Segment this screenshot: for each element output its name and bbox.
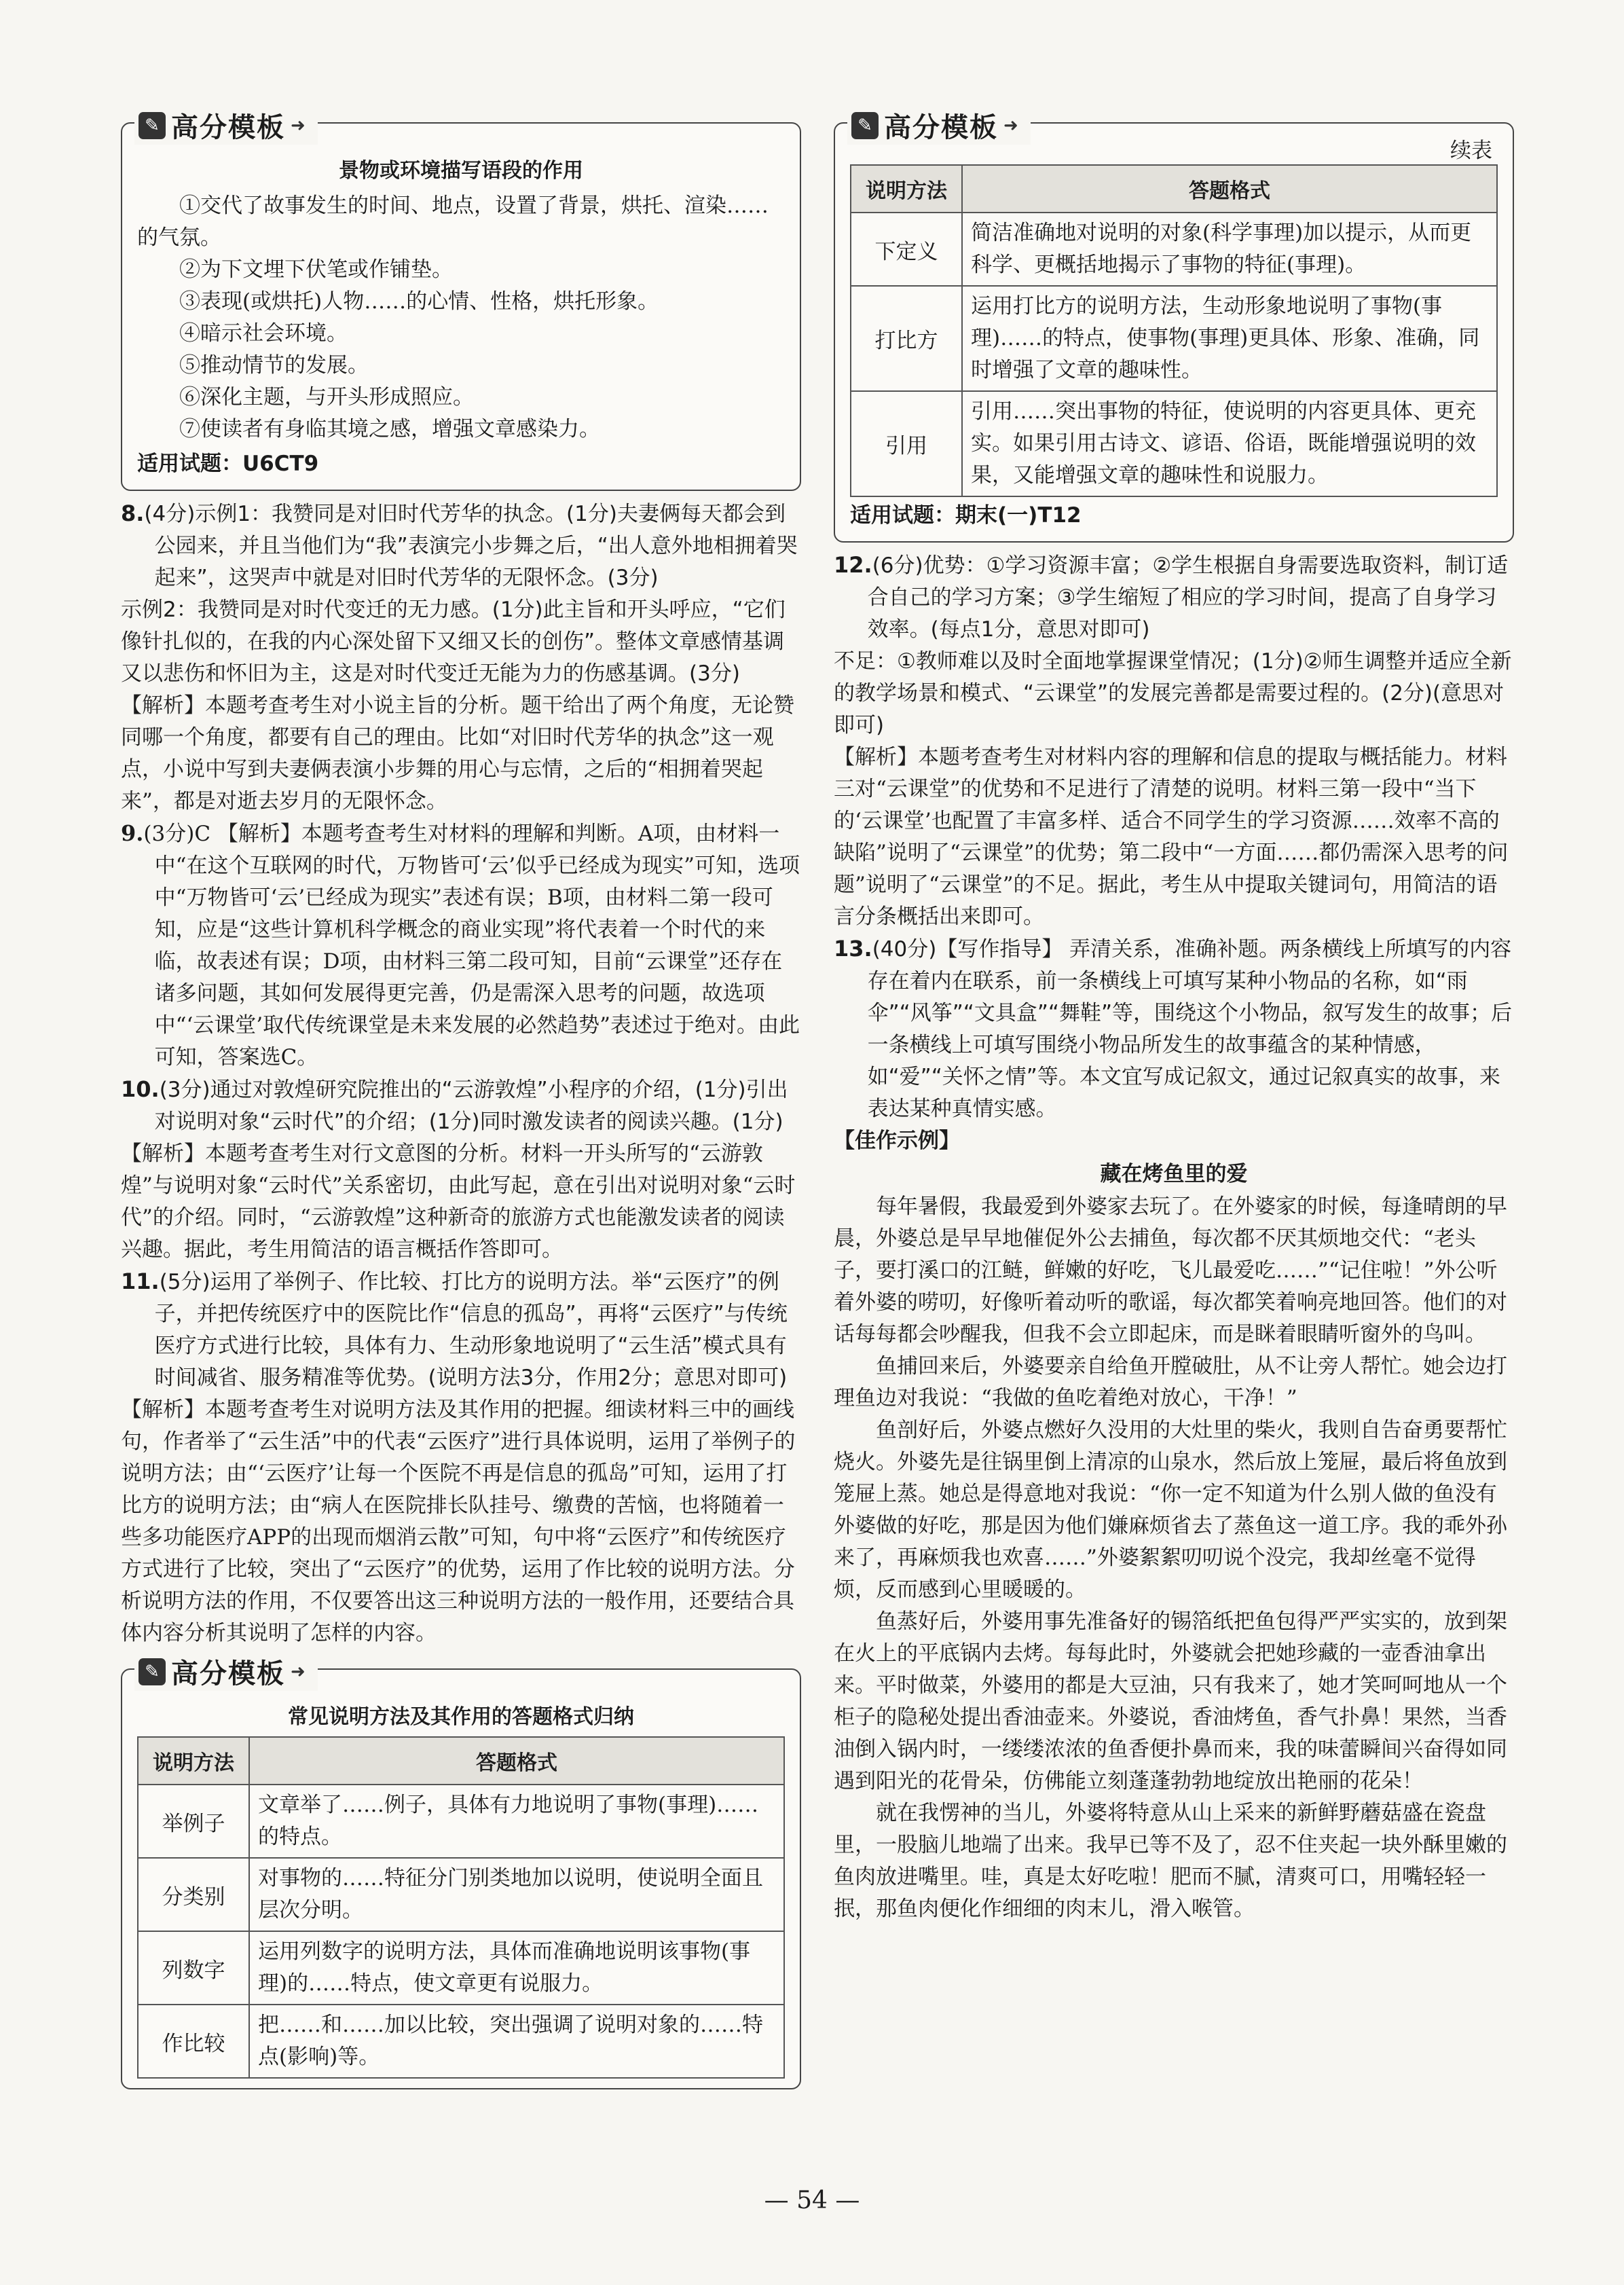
table-header-row bbox=[851, 165, 1497, 213]
format-cell: 对事物的……特征分门别类地加以说明，使说明全面且层次分明。 bbox=[249, 1858, 784, 1931]
lightbulb-icon: ✎ bbox=[851, 112, 879, 139]
format-cell: 引用……突出事物的特征，使说明的内容更具体、更充实。如果引用古诗文、谚语、俗语，既能增强说明的效果，又能增强文章的趣味性和说服力。 bbox=[962, 391, 1497, 496]
column-header: 说明方法 bbox=[851, 165, 962, 213]
method-cell: 打比方 bbox=[851, 286, 962, 391]
format-cell: 运用列数字的说明方法，具体而准确地说明该事物(事理)的……特点，使文章更有说服力。 bbox=[249, 1931, 784, 2005]
column-header: 答题格式 bbox=[962, 165, 1497, 213]
table-row bbox=[851, 391, 1497, 496]
essay-paragraph: 鱼捕回来后，外婆要亲自给鱼开膛破肚，从不让旁人帮忙。她会边打理鱼边对我说：“我做的鱼吃着绝对放心，干净！” bbox=[834, 1354, 1507, 1410]
template-badge bbox=[134, 106, 318, 145]
answer-paragraph: 9.(3分)C 【解析】本题考查考生对材料的理解和判断。A项，由材料一中“在这个互联网的时代，万物皆可‘云’似乎已经成为现实”可知，选项中“万物皆可‘云’已经成为现实”表述有误；B项，由材料二第一段可知，应是“这些计算机科学概念的商业实现”将代表着一个时代的来临，故表述有误；D项，由材料三第二段可知，目前“云课堂”还存在诸多问题，其如何发展得更完善，仍是需深入思考的问题，故选项中“‘云课堂’取代传统课堂是未来发展的必然趋势”表述过于绝对。由此可知，答案选C。 bbox=[121, 820, 800, 1070]
table-row bbox=[138, 2005, 784, 2078]
method-cell: 下定义 bbox=[851, 213, 962, 286]
analysis-paragraph: 【解析】本题考查考生对行文意图的分析。材料一开头所写的“云游敦煌”与说明对象“云时代”关系密切，由此写起，意在引出对说明对象“云时代”的介绍。同时，“云游敦煌”这种新奇的旅游方式也能激发读者的阅读兴趣。据此，考生用简洁的语言概括作答即可。 bbox=[121, 1141, 796, 1262]
question-12 bbox=[834, 549, 1514, 933]
analysis-paragraph: 【解析】本题考查考生对小说主旨的分析。题干给出了两个角度，无论赞同哪一个角度，都要有自己的理由。比如“对旧时代芳华的执念”这一观点，小说中写到夫妻俩表演小步舞的用心与忘情，之后的“相拥着哭起来”，都是对逝去岁月的无限怀念。 bbox=[121, 693, 794, 814]
badge-title: 高分模板 bbox=[171, 112, 285, 143]
question-number: 8. bbox=[121, 500, 145, 526]
question-number: 11. bbox=[121, 1268, 160, 1294]
table-header-row bbox=[138, 1737, 784, 1785]
page-number: — 54 — bbox=[764, 2187, 860, 2214]
essay-paragraph: 每年暑假，我最爱到外婆家去玩了。在外婆家的时候，每逢晴朗的早晨，外婆总是早早地催促外公去捕鱼，每次都不厌其烦地交代：“老头子，要打溪口的江鲢，鲜嫩的好吃，飞儿最爱吃……”“记住啦！”外公听着外婆的唠叨，好像听着动听的歌谣，每次都笑着响亮地回答。他们的对话每每都会吵醒我，但我不会立即起床，而是眯着眼睛听窗外的鸟叫。 bbox=[834, 1194, 1507, 1347]
applies-label: 适用试题：期末(一)T12 bbox=[850, 503, 1082, 528]
question-10 bbox=[121, 1074, 801, 1266]
lightbulb-icon: ✎ bbox=[139, 1658, 166, 1685]
question-number: 10. bbox=[121, 1076, 160, 1102]
methods-table bbox=[137, 1736, 785, 2079]
table-row bbox=[851, 286, 1497, 391]
right-column bbox=[834, 112, 1514, 1925]
analysis-paragraph: 【解析】本题考查考生对说明方法及其作用的把握。细读材料三中的画线句，作者举了“云生活”中的代表“云医疗”进行具体说明，运用了举例子的说明方法；由“‘云医疗’让每一个医院不再是信息的孤岛”可知，运用了打比方的说明方法；由“病人在医院排长队挂号、缴费的苦恼，也将随着一些多功能医疗APP的出现而烟消云散”可知，句中将“云医疗”和传统医疗方式进行了比较，突出了“云医疗”的优势，运用了作比较的说明方法。分析说明方法的作用，不仅要答出这三种说明方法的一般作用，还要结合具体内容分析其说明了怎样的内容。 bbox=[121, 1397, 796, 1645]
question-9 bbox=[121, 818, 801, 1074]
question-11 bbox=[121, 1266, 801, 1649]
answer-paragraph: 不足：①教师难以及时全面地掌握课堂情况；(1分)②师生调整并适应全新的教学场景和模式、“云课堂”的发展完善都是需要过程的。(2分)(意思对即可) bbox=[834, 649, 1512, 737]
badge-title: 高分模板 bbox=[171, 1658, 285, 1689]
table-row bbox=[851, 213, 1497, 286]
method-cell: 分类别 bbox=[138, 1858, 249, 1931]
question-number: 9. bbox=[121, 820, 144, 846]
continued-label: 续表 bbox=[1450, 139, 1492, 163]
essay-paragraph: 鱼剖好后，外婆点燃好久没用的大灶里的柴火，我则自告奋勇要帮忙烧火。外婆先是往锅里倒上清凉的山泉水，然后放上笼屉，最后将鱼放到笼屉上蒸。她总是得意地对我说：“你一定不知道为什么别人做的鱼没有外婆做的好吃，那是因为他们嫌麻烦省去了蒸鱼这一道工序。我的乖外孙来了，再麻烦我也欢喜……”外婆絮絮叨叨说个没完，我却丝毫不觉得烦，反而感到心里暖暖的。 bbox=[834, 1418, 1507, 1602]
box-item: ⑥深化主题，与开头形成照应。 bbox=[179, 385, 474, 409]
lightbulb-icon: ✎ bbox=[139, 112, 166, 139]
box-item: ⑤推动情节的发展。 bbox=[179, 353, 369, 378]
box-title: 景物或环境描写语段的作用 bbox=[339, 159, 583, 183]
column-header: 说明方法 bbox=[138, 1737, 249, 1785]
box-item: ⑦使读者有身临其境之感，增强文章感染力。 bbox=[179, 417, 600, 441]
box-item: ③表现(或烘托)人物……的心情、性格，烘托形象。 bbox=[179, 289, 659, 314]
template-box-methods-continued bbox=[834, 112, 1514, 543]
arrow-icon: ➜ bbox=[291, 1661, 306, 1682]
answer-paragraph: 示例2：我赞同是对时代变迁的无力感。(1分)此主旨和开头呼应，“它们像针扎似的，在我的内心深处留下又细又长的创伤”。整体文章感情基调又以悲伤和怀旧为主，这是对时代变迁无能为力的伤感基调。(3分) bbox=[121, 598, 786, 686]
template-box-scenery bbox=[121, 112, 801, 491]
answer-paragraph: 8.(4分)示例1：我赞同是对旧时代芳华的执念。(1分)夫妻俩每天都会到公园来，并且当他们为“我”表演完小步舞之后，“出人意外地相拥着哭起来”，这哭声中就是对旧时代芳华的无限怀念。(3分) bbox=[121, 500, 798, 590]
essay-paragraph: 就在我愣神的当儿，外婆将特意从山上采来的新鲜野蘑菇盛在瓷盘里，一股脑儿地端了出来。我早已等不及了，忍不住夹起一块外酥里嫩的鱼肉放进嘴里。哇，真是太好吃啦！肥而不腻，清爽可口，用嘴轻轻一抿，那鱼肉便化作细细的肉末儿，滑入喉管。 bbox=[834, 1801, 1507, 1921]
format-cell: 运用打比方的说明方法，生动形象地说明了事物(事理)……的特点，使事物(事理)更具体、形象、准确，同时增强了文章的趣味性。 bbox=[962, 286, 1497, 391]
box-item: ①交代了故事发生的时间、地点，设置了背景，烘托、渲染……的气氛。 bbox=[137, 194, 769, 250]
essay-title: 藏在烤鱼里的爱 bbox=[1100, 1162, 1248, 1186]
box-item: ④暗示社会环境。 bbox=[179, 321, 348, 346]
method-cell: 作比较 bbox=[138, 2005, 249, 2078]
format-cell: 文章举了……例子，具体有力地说明了事物(事理)……的特点。 bbox=[249, 1785, 784, 1858]
column-header: 答题格式 bbox=[249, 1737, 784, 1785]
table-row bbox=[138, 1858, 784, 1931]
method-cell: 引用 bbox=[851, 391, 962, 496]
answer-paragraph: 10.(3分)通过对敦煌研究院推出的“云游敦煌”小程序的介绍，(1分)引出对说明对象“云时代”的介绍；(1分)同时激发读者的阅读兴趣。(1分) bbox=[121, 1076, 788, 1134]
question-number: 12. bbox=[834, 552, 872, 578]
template-badge bbox=[134, 1652, 318, 1691]
question-13 bbox=[834, 933, 1514, 1925]
template-badge bbox=[847, 106, 1031, 145]
method-cell: 列数字 bbox=[138, 1931, 249, 2005]
format-cell: 把……和……加以比较，突出强调了说明对象的……特点(影响)等。 bbox=[249, 2005, 784, 2078]
question-number: 13. bbox=[834, 936, 872, 962]
applies-label: 适用试题：U6CT9 bbox=[137, 452, 319, 476]
answer-paragraph: 13.(40分)【写作指导】 弄清关系，准确补题。两条横线上所填写的内容存在着内在联系，前一条横线上可填写某种小物品的名称，如“雨伞”“风筝”“文具盒”“舞鞋”等，围绕这个小物品，叙写发生的故事；后一条横线上可填写围绕小物品所发生的故事蕴含的某种情感，如“爱”“关怀之情”等。本文宜写成记叙文，通过记叙真实的故事，来表达某种真情实感。 bbox=[834, 936, 1513, 1121]
box-title: 常见说明方法及其作用的答题格式归纳 bbox=[288, 1705, 634, 1729]
badge-title: 高分模板 bbox=[884, 112, 998, 143]
answer-paragraph: 12.(6分)优势：①学习资源丰富；②学生根据自身需要选取资料，制订适合自己的学习方案；③学生缩短了相应的学习时间，提高了自身学习效率。(每点1分，意思对即可) bbox=[834, 552, 1509, 642]
method-cell: 举例子 bbox=[138, 1785, 249, 1858]
essay-paragraph: 鱼蒸好后，外婆用事先准备好的锡箔纸把鱼包得严严实实的，放到架在火上的平底锅内去烤。每每此时，外婆就会把她珍藏的一壶香油拿出来。平时做菜，外婆用的都是大豆油，只有我来了，她才笑呵呵地从一个柜子的隐秘处提出香油壶来。外婆说，香油烤鱼，香气扑鼻！果然，当香油倒入锅内时，一缕缕浓浓的鱼香便扑鼻而来，我的味蕾瞬间兴奋得如同遇到阳光的花骨朵，仿佛能立刻蓬蓬勃勃地绽放出艳丽的花朵！ bbox=[834, 1609, 1507, 1793]
analysis-paragraph: 【解析】本题考查考生对材料内容的理解和信息的提取与概括能力。材料三对“云课堂”的优势和不足进行了清楚的说明。材料三第一段中“当下的‘云课堂’也配置了丰富多样、适合不同学生的学习资源……效率不高的缺陷”说明了“云课堂”的优势；第二段中“一方面……都仍需深入思考的问题”说明了“云课堂”的不足。据此，考生从中提取关键词句，用简洁的语言分条概括出来即可。 bbox=[834, 745, 1509, 929]
format-cell: 简洁准确地对说明的对象(科学事理)加以提示，从而更科学、更概括地揭示了事物的特征(事理)。 bbox=[962, 213, 1497, 286]
table-row bbox=[138, 1785, 784, 1858]
arrow-icon: ➜ bbox=[291, 115, 306, 136]
example-label: 【佳作示例】 bbox=[834, 1129, 960, 1153]
answer-paragraph: 11.(5分)运用了举例子、作比较、打比方的说明方法。举“云医疗”的例子，并把传统医疗中的医院比作“信息的孤岛”，再将“云医疗”与传统医疗方式进行比较，具体有力、生动形象地说明了“云生活”模式具有时间减省、服务精准等优势。(说明方法3分，作用2分；意思对即可) bbox=[121, 1268, 788, 1390]
arrow-icon: ➜ bbox=[1003, 115, 1018, 136]
question-8 bbox=[121, 498, 801, 818]
left-column bbox=[121, 112, 801, 2089]
table-row bbox=[138, 1931, 784, 2005]
box-item: ②为下文埋下伏笔或作铺垫。 bbox=[179, 257, 453, 282]
methods-table-continued bbox=[850, 164, 1498, 497]
template-box-methods bbox=[121, 1658, 801, 2089]
